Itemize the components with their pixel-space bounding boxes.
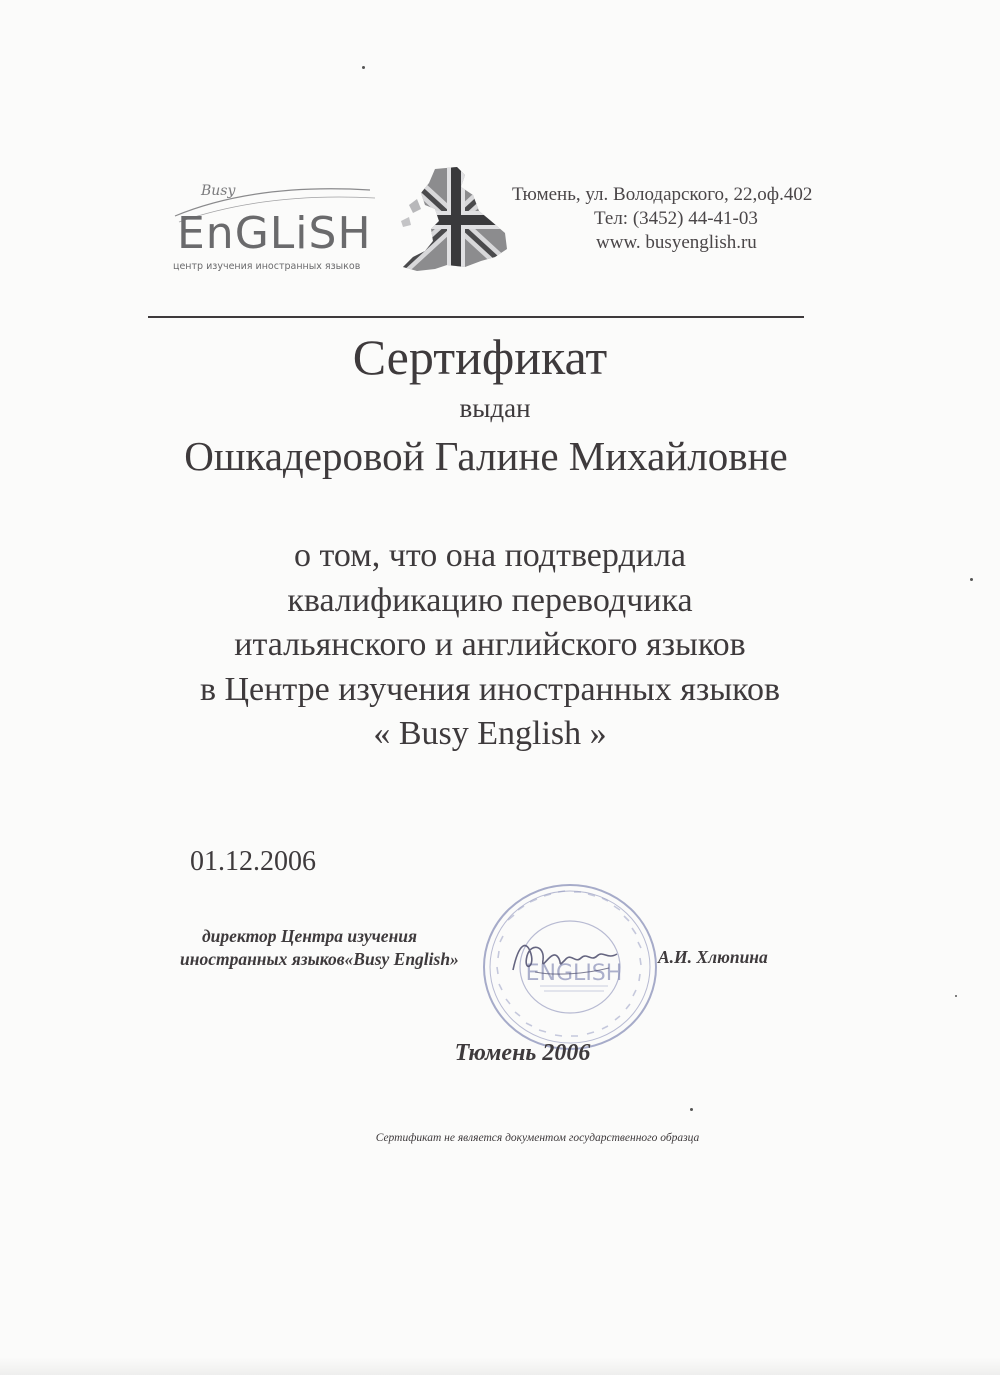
scan-speck — [690, 1108, 693, 1111]
contact-phone: Тел: (3452) 44-41-03 — [594, 208, 758, 229]
stamp-center-text: ENGLISH — [525, 961, 623, 986]
body-line: о том, что она подтвердила — [294, 537, 686, 574]
scan-speck — [362, 66, 365, 69]
body-line: квалификацию переводчика — [287, 581, 693, 619]
handwritten-signature-icon — [505, 932, 625, 982]
logo-busy-text: Busy — [201, 183, 236, 199]
signatory-role — [180, 925, 500, 971]
contact-info — [508, 183, 838, 255]
uk-map-flag-icon — [395, 165, 515, 275]
scan-speck — [970, 578, 973, 581]
body-line: итальянского и английского языков — [234, 626, 746, 663]
logo-english-text: EnGLiSH — [177, 208, 372, 259]
body-line: « Busy English » — [373, 715, 607, 752]
signatory-role-line: директор Центра изучения — [202, 926, 418, 946]
issue-date: 01.12.2006 — [190, 846, 316, 877]
footnote-disclaimer: Сертификат не является документом государственного образца — [375, 1132, 700, 1144]
contact-address: Тюмень, ул. Володарского, 22,оф.402 — [512, 184, 813, 205]
logo-tagline: центр изучения иностранных языков — [173, 261, 361, 272]
city-year: Тюмень 2006 — [454, 1040, 591, 1066]
scan-speck — [955, 995, 957, 997]
contact-website: www. busyenglish.ru — [596, 232, 757, 253]
busy-english-logo — [165, 178, 390, 278]
signatory-role-line: иностранных языков«Busy English» — [180, 949, 459, 969]
body-line: в Центре изучения иностранных языков — [199, 670, 781, 708]
certificate-title: Сертификат — [352, 329, 608, 385]
header-divider — [148, 316, 804, 318]
certificate-body — [0, 534, 980, 757]
recipient-name: Ошкадеровой Галине Михайловне — [184, 433, 788, 479]
signatory-name: А.И. Хлюпина — [658, 947, 768, 967]
issued-label: выдан — [459, 393, 531, 423]
